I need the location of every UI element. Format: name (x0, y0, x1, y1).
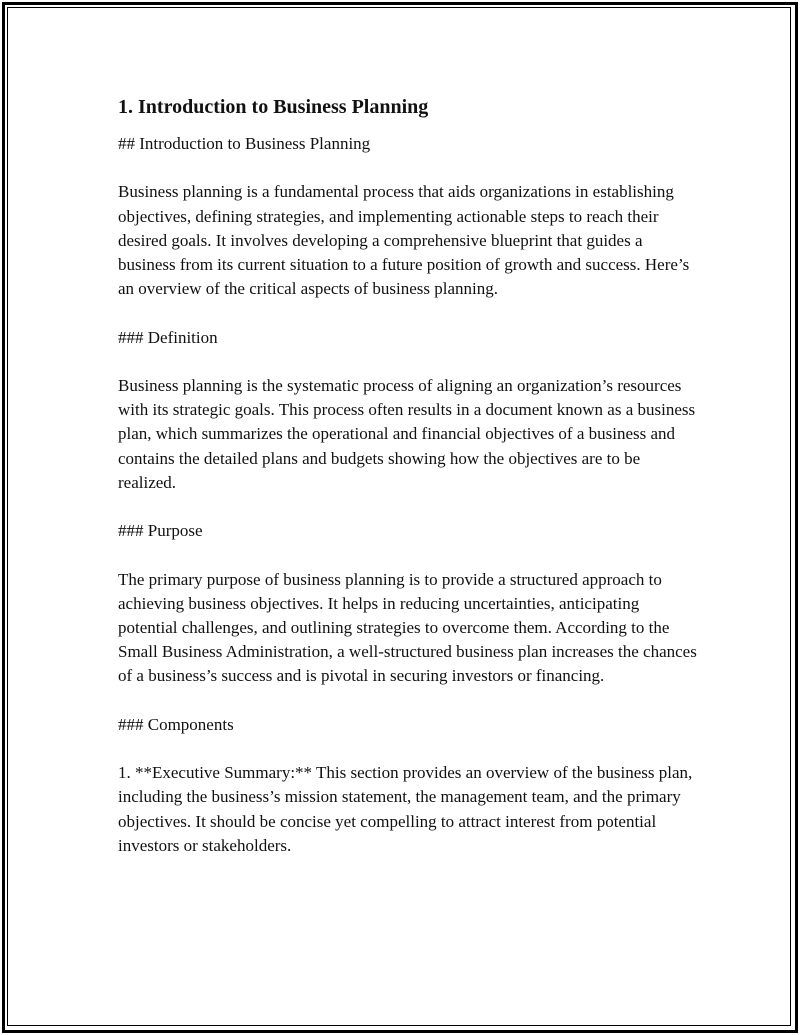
section-heading-definition: ### Definition (118, 327, 218, 347)
paragraph-overview: Business planning is a fundamental process that aids organizations in establishing objectives, defining strategies, and implementing actionable steps to reach their desired goals. It involves developing a comprehensive blueprint that guides a business from its current situation to a future position of growth and success. Here’s an overview of the critical aspects of business planning. (118, 182, 690, 299)
document-title: 1. Introduction to Business Planning (118, 96, 429, 118)
paragraph-definition: Business planning is the systematic process of aligning an organization’s resources with its strategic goals. This process often results in a document known as a business plan, which summarizes the operational and financial objectives of a business and contains the detailed plans and budgets showing how the objectives are to be realized. (118, 375, 696, 492)
document-content (118, 94, 698, 882)
section-heading-components: ### Components (118, 714, 234, 734)
section-heading-purpose: ### Purpose (118, 521, 203, 541)
list-item-executive-summary: 1. **Executive Summary:** This section provides an overview of the business plan, including the business’s mission statement, the management team, and the primary objectives. It should be concise yet compelling to attract interest from potential investors or stakeholders. (118, 763, 693, 855)
paragraph-purpose: The primary purpose of business planning is to provide a structured approach to achieving business objectives. It helps in reducing uncertainties, anticipating potential challenges, and outlining strategies to overcome them. According to the Small Business Administration, a well-structured business plan increases the chances of a business’s success and is pivotal in securing investors or financing. (118, 569, 697, 686)
section-heading-introduction: ## Introduction to Business Planning (118, 134, 371, 153)
